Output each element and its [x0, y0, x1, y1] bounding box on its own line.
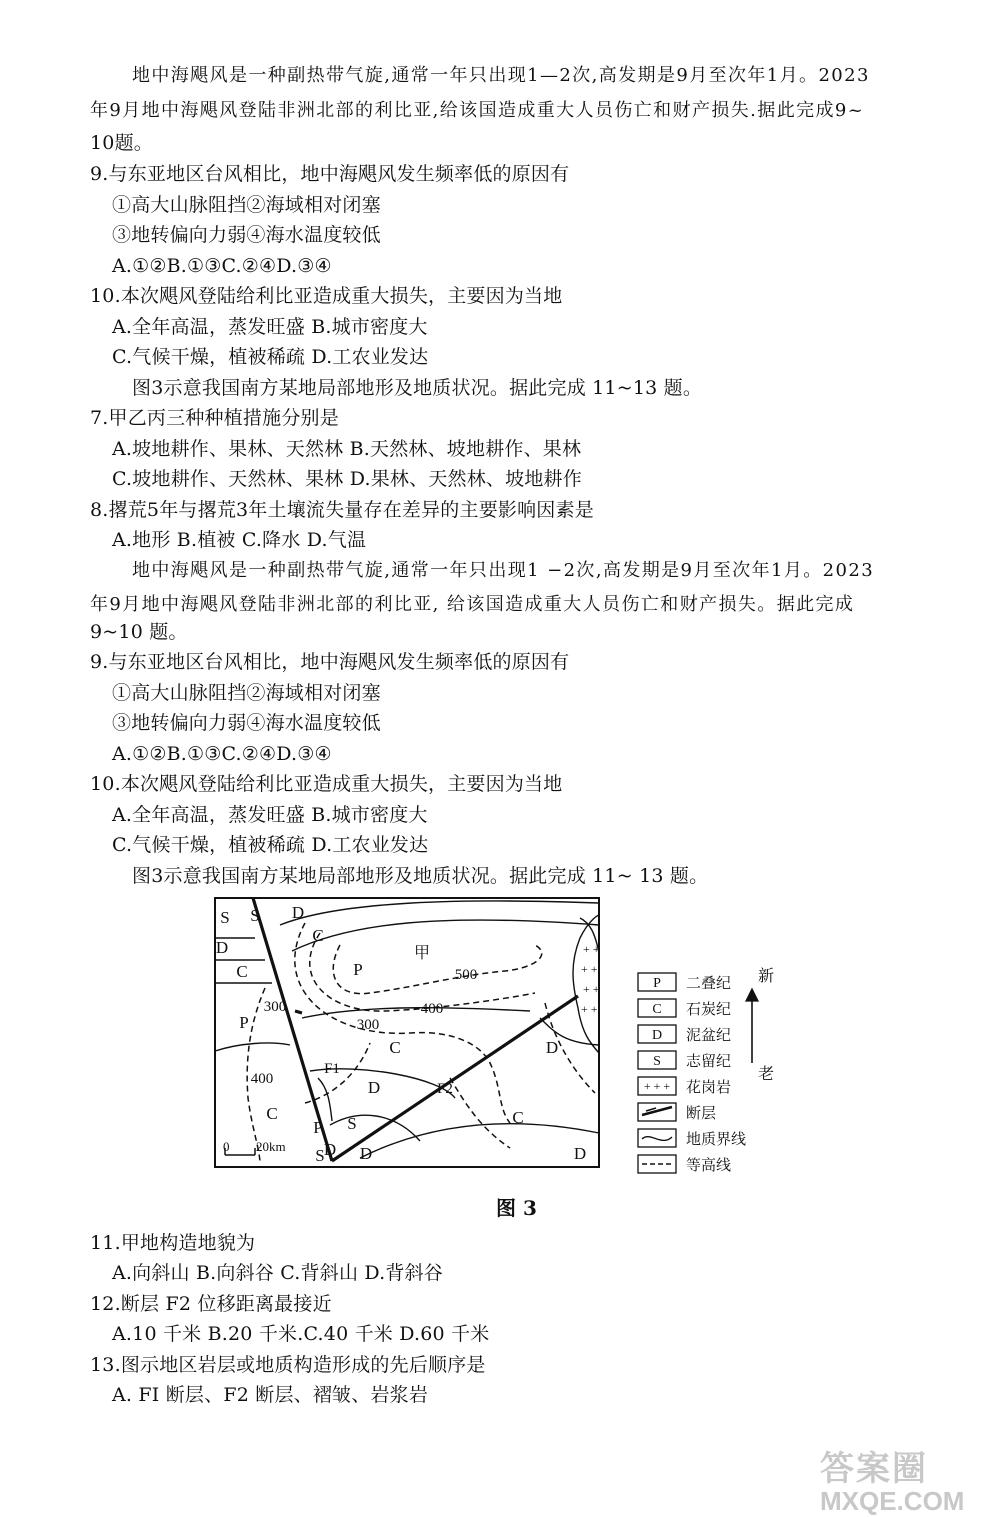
rock-layer-label: S	[250, 906, 260, 925]
text-line: 9.与东亚地区台风相比，地中海飓风发生频率低的原因有	[90, 651, 570, 673]
contour-label: 400	[250, 1071, 274, 1087]
contour-label: 500	[454, 967, 478, 983]
text-line: 地中海飓风是一种副热带气旋,通常一年只出现1 −2次,高发期是9月至次年1月。2023	[132, 560, 875, 581]
text-line: ③地转偏向力弱④海水温度较低	[112, 712, 381, 734]
age-label-old: 老	[757, 1066, 775, 1083]
rock-layer-label: S	[315, 1146, 325, 1165]
text-line: A.向斜山 B.向斜谷 C.背斜山 D.背斜谷	[112, 1262, 443, 1284]
scale-length: 20km	[256, 1139, 286, 1154]
text-line: ③地转偏向力弱④海水温度较低	[112, 224, 381, 246]
rock-layer-label: D	[215, 938, 229, 957]
rock-layer-label: S	[220, 908, 230, 927]
legend-label: 志留纪	[686, 1054, 732, 1070]
rock-layer-label: P	[239, 1013, 249, 1032]
faults	[250, 898, 578, 1161]
text-line: 13.图示地区岩层或地质构造形成的先后顺序是	[90, 1354, 486, 1376]
fault-label-f2: F2	[437, 1081, 453, 1097]
rock-layer-label: D	[367, 1078, 381, 1097]
granite-body	[573, 915, 600, 1053]
map-frame	[215, 898, 599, 1167]
rock-layer-label: D	[291, 903, 305, 922]
text-line: 10.本次飓风登陆给利比亚造成重大损失，主要因为当地	[90, 773, 563, 795]
text-line: 年9月地中海飓风登陆非洲北部的利比亚,给该国造成重大人员伤亡和财产损失.据此完成9~	[90, 100, 865, 121]
text-line: A. FI 断层、F2 断层、褶皱、岩浆岩	[112, 1384, 429, 1406]
legend-label: 泥盆纪	[686, 1028, 732, 1044]
svg-text:+ +: + +	[583, 982, 600, 996]
text-line: A.①②B.①③C.②④D.③④	[112, 255, 332, 277]
legend-symbol: C	[652, 1002, 662, 1017]
legend-symbol: S	[653, 1054, 661, 1069]
text-line: 年9月地中海飓风登陆非洲北部的利比亚, 给该国造成重大人员伤亡和财产损失。据此完成	[90, 594, 855, 615]
text-line: 地中海飓风是一种副热带气旋,通常一年只出现1—2次,高发期是9月至次年1月。2023	[132, 65, 870, 86]
svg-text:+ +: + +	[581, 962, 598, 976]
legend-label: 地质界线	[686, 1132, 747, 1148]
text-line: 7.甲乙丙三种种植措施分别是	[90, 407, 339, 429]
legend-symbol: D	[651, 1028, 663, 1043]
watermark-url: MXQE.COM	[820, 1486, 965, 1516]
text-line: 11.甲地构造地貌为	[90, 1232, 256, 1254]
rock-layer-label: D	[545, 1038, 559, 1057]
contour-label: 300	[356, 1017, 380, 1033]
legend-symbol: + + +	[643, 1079, 671, 1093]
watermark	[820, 1452, 964, 1516]
svg-text:+ +: + +	[581, 1002, 598, 1016]
text-line: ①高大山脉阻挡②海域相对闭塞	[112, 194, 381, 216]
rock-layer-label: C	[312, 926, 324, 945]
text-line: 图3示意我国南方某地局部地形及地质状况。据此完成 11~ 13 题。	[132, 865, 709, 887]
legend-label: 石炭纪	[686, 1002, 732, 1018]
legend-symbol: P	[653, 976, 661, 991]
watermark-logo: 答案圈	[820, 1450, 928, 1488]
legend-label: 等高线	[686, 1158, 732, 1174]
figure-3-geologic-map	[210, 893, 780, 1183]
text-line: 10题。	[90, 132, 153, 154]
text-line: A.全年高温，蒸发旺盛 B.城市密度大	[112, 804, 428, 826]
legend-label: 二叠纪	[686, 976, 732, 992]
place-label-jia: 甲	[413, 945, 431, 962]
figure-caption: 图 3	[496, 1196, 537, 1220]
fault-label-f1: F1	[324, 1061, 340, 1077]
rock-layer-label: D	[359, 1144, 373, 1163]
contour-label: 300	[263, 999, 287, 1015]
rock-layer-label: D	[573, 1144, 587, 1163]
age-label-new: 新	[757, 968, 775, 985]
rock-layer-label: C	[512, 1108, 524, 1127]
text-line: A.全年高温，蒸发旺盛 B.城市密度大	[112, 316, 428, 338]
text-line: 图3示意我国南方某地局部地形及地质状况。据此完成 11~13 题。	[132, 377, 703, 399]
text-line: ①高大山脉阻挡②海域相对闭塞	[112, 682, 381, 704]
legend-label: 花岗岩	[686, 1080, 732, 1096]
rock-layer-label: C	[236, 962, 248, 981]
text-line: A.地形 B.植被 C.降水 D.气温	[112, 529, 367, 551]
text-line: 9.与东亚地区台风相比，地中海飓风发生频率低的原因有	[90, 163, 570, 185]
rock-layer-label: C	[389, 1038, 401, 1057]
text-line: 8.撂荒5年与撂荒3年土壤流失量存在差异的主要影响因素是	[90, 499, 594, 521]
rock-layer-label: S	[347, 1114, 357, 1133]
text-line: 9~10 题。	[90, 621, 188, 643]
text-line: A.①②B.①③C.②④D.③④	[112, 743, 332, 765]
rock-layer-label: P	[353, 960, 363, 979]
scale-zero: 0	[223, 1139, 230, 1154]
text-line: A.坡地耕作、果林、天然林 B.天然林、坡地耕作、果林	[112, 438, 582, 460]
rock-layer-label: D	[323, 1140, 337, 1159]
text-line: 10.本次飓风登陆给利比亚造成重大损失，主要因为当地	[90, 285, 563, 307]
svg-text:+ +: + +	[583, 942, 600, 956]
scale-bar	[225, 1148, 255, 1155]
text-line: 12.断层 F2 位移距离最接近	[90, 1293, 332, 1315]
rock-layer-label: P	[313, 1118, 323, 1137]
legend-label: 断层	[686, 1106, 717, 1122]
text-line: A.10 千米 B.20 千米.C.40 千米 D.60 千米	[112, 1323, 490, 1345]
text-line: C.气候干燥，植被稀疏 D.工农业发达	[112, 346, 429, 368]
text-line: C.坡地耕作、天然林、果林 D.果林、天然林、坡地耕作	[112, 468, 582, 490]
text-line: C.气候干燥，植被稀疏 D.工农业发达	[112, 834, 429, 856]
rock-layer-label: C	[266, 1104, 278, 1123]
contour-label: 400	[420, 1001, 444, 1017]
